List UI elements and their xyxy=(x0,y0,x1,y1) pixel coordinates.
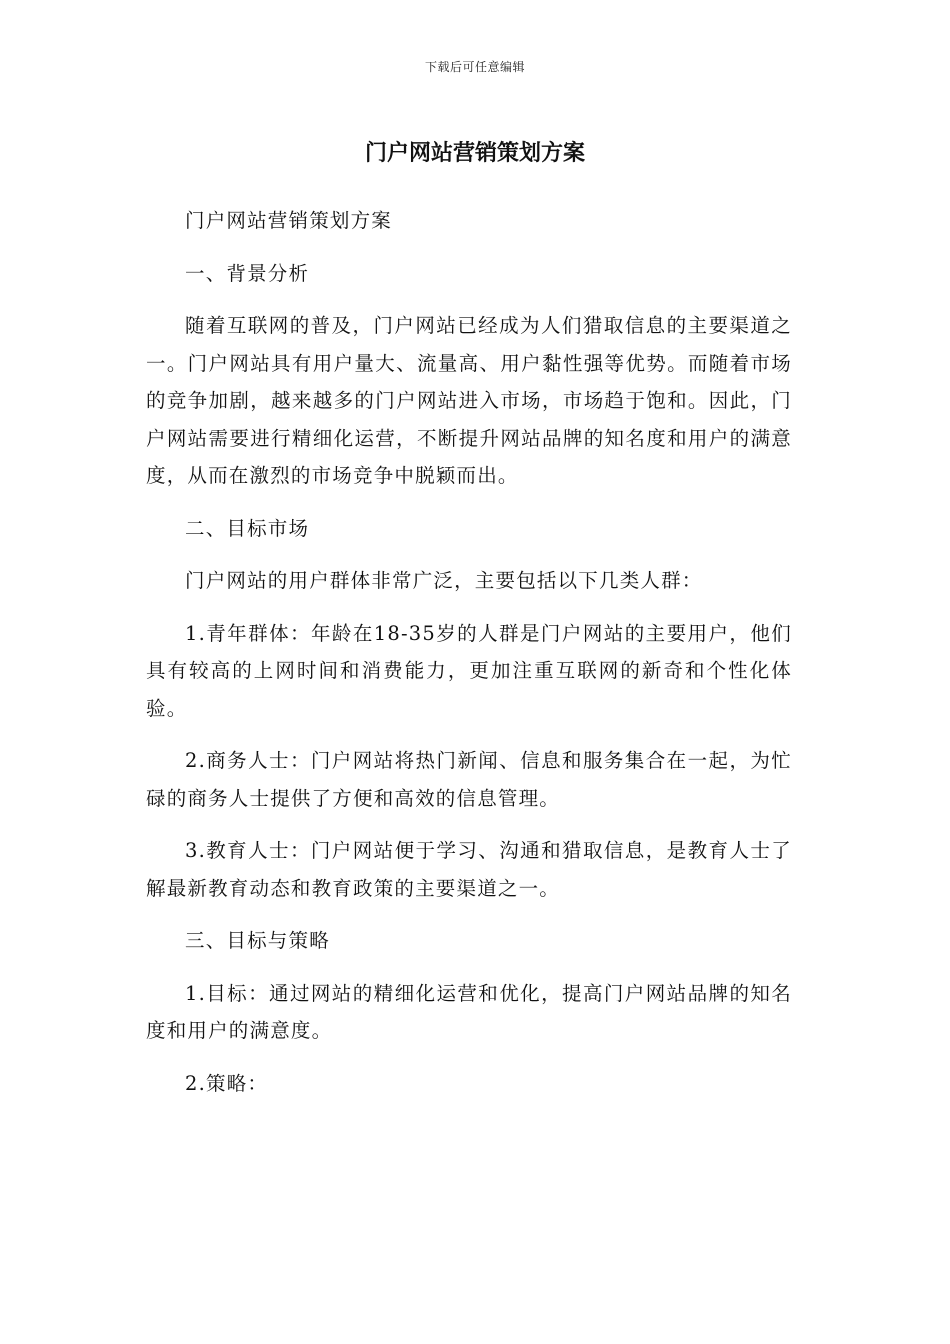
document-body xyxy=(146,202,792,1117)
list-item-strategy: 2.策略： xyxy=(185,1071,269,1095)
list-item-business: 2.商务人士：门户网站将热门新闻、信息和服务集合在一起，为忙碌的商务人士提供了方便和高效的信息管理。 xyxy=(146,749,792,810)
list-item-education: 3.教育人士：门户网站便于学习、沟通和猎取信息，是教育人士了解最新教育动态和教育政策的主要渠道之一。 xyxy=(146,839,792,900)
header-note: 下载后可任意编辑 xyxy=(424,60,525,74)
list-item-goal: 1.目标：通过网站的精细化运营和优化，提高门户网站品牌的知名度和用户的满意度。 xyxy=(146,981,792,1042)
list-item-youth: 1.青年群体：年龄在18-35岁的人群是门户网站的主要用户，他们具有较高的上网时间和消费能力，更加注重互联网的新奇和个性化体验。 xyxy=(146,621,792,720)
section-heading-target-market: 二、目标市场 xyxy=(185,516,310,540)
section-heading-background: 一、背景分析 xyxy=(185,261,310,285)
section-heading-goals-strategy: 三、目标与策略 xyxy=(185,929,330,952)
paragraph-user-groups: 门户网站的用户群体非常广泛，主要包括以下几类人群： xyxy=(185,569,703,592)
document-title: 门户网站营销策划方案 xyxy=(364,141,585,166)
paragraph-subtitle: 门户网站营销策划方案 xyxy=(185,209,393,232)
paragraph-background: 随着互联网的普及，门户网站已经成为人们猎取信息的主要渠道之一。门户网站具有用户量大、流量高、用户黏性强等优势。而随着市场的竞争加剧，越来越多的门户网站进入市场，市场趋于饱和。因此，门户网站需要进行精细化运营，不断提升网站品牌的知名度和用户的满意度，从而在激烈的市场竞争中脱颖而出。 xyxy=(146,314,792,487)
